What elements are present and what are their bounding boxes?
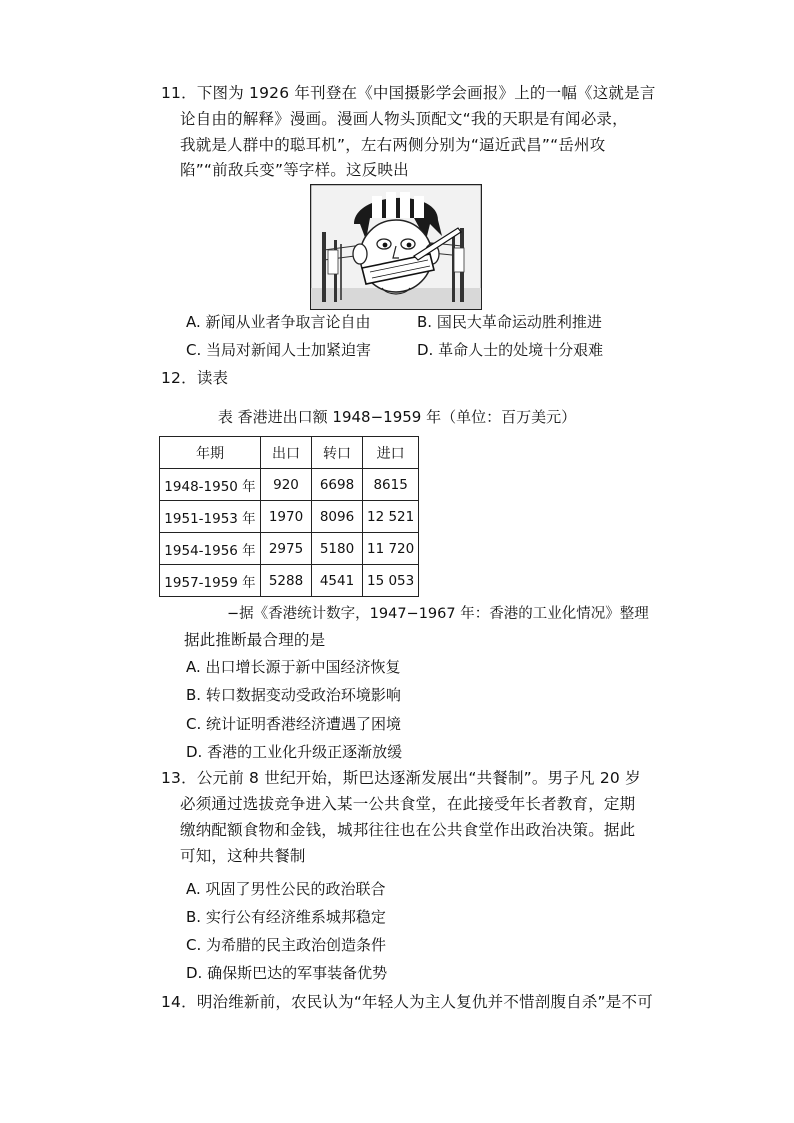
table-cell: 920 [261,469,312,501]
table-cell: 5180 [312,533,363,565]
table-cell: 2975 [261,533,312,565]
q12-option-c[interactable]: C. 统计证明香港经济遭遇了困境 [186,715,402,733]
q12-option-d[interactable]: D. 香港的工业化升级正逐渐放缓 [186,743,403,761]
table-cell: 5288 [261,565,312,597]
q13-line-4: 可知，这种共餐制 [180,847,306,865]
table-cell: 4541 [312,565,363,597]
table-header: 转口 [312,437,363,469]
table-cell: 1970 [261,501,312,533]
q12-line-1: 12．读表 [161,369,229,387]
table-title: 表 香港进出口额 1948−1959 年（单位：百万美元） [217,408,577,426]
table-header-row [160,437,419,469]
table-cell: 1948-1950 年 [160,469,261,501]
q13-number: 13． [161,769,197,787]
q11-option-a[interactable]: A. 新闻从业者争取言论自由 [186,313,371,331]
table-cell: 8096 [312,501,363,533]
q11-number: 11． [161,84,197,102]
table-cell: 8615 [363,469,419,501]
table-row [160,565,419,597]
table-header: 出口 [261,437,312,469]
table-row [160,501,419,533]
q14-line-1: 14．明治维新前，农民认为“年轻人为主人复仇并不惜剖腹自杀”是不可 [161,993,653,1011]
q13-option-d[interactable]: D. 确保斯巴达的军事装备优势 [186,964,388,982]
q11-option-c[interactable]: C. 当局对新闻人士加紧迫害 [186,341,372,359]
hk-trade-table [159,436,419,597]
table-row [160,469,419,501]
q11-option-d[interactable]: D. 革命人士的处境十分艰难 [417,341,604,359]
newspaper-cartoon-figure-icon [310,184,482,310]
table-cell: 1954-1956 年 [160,533,261,565]
q14-number: 14． [161,993,197,1011]
table-row [160,533,419,565]
table-cell: 6698 [312,469,363,501]
q11-line-4: 陷”“前敌兵变”等字样。这反映出 [180,161,409,179]
table-header: 年期 [160,437,261,469]
table-cell: 1951-1953 年 [160,501,261,533]
table-header: 进口 [363,437,419,469]
q11-option-b[interactable]: B. 国民大革命运动胜利推进 [417,313,602,331]
table-source: −据《香港统计数字，1947−1967 年：香港的工业化情况》整理 [227,606,649,622]
q12-number: 12． [161,369,197,387]
q13-line-1: 13．公元前 8 世纪开始，斯巴达逐渐发展出“共餐制”。男子凡 20 岁 [161,769,641,787]
q11-line-2: 论自由的解释》漫画。漫画人物头顶配文“我的天职是有闻必录， [180,110,628,128]
q11-line-3: 我就是人群中的聪耳机”，左右两侧分别为“逼近武昌”“岳州攻 [180,136,606,154]
q13-option-a[interactable]: A. 巩固了男性公民的政治联合 [186,880,386,898]
table-cell: 11 720 [363,533,419,565]
q13-line-3: 缴纳配额食物和金钱，城邦往往也在公共食堂作出政治决策。据此 [180,821,636,839]
q12-option-a[interactable]: A. 出口增长源于新中国经济恢复 [186,658,401,676]
q12-prompt: 据此推断最合理的是 [184,631,326,649]
q11-line-1: 11．下图为 1926 年刊登在《中国摄影学会画报》上的一幅《这就是言 [161,84,656,102]
table-cell: 12 521 [363,501,419,533]
q13-option-b[interactable]: B. 实行公有经济维系城邦稳定 [186,908,386,926]
table-cell: 15 053 [363,565,419,597]
table-cell: 1957-1959 年 [160,565,261,597]
q13-line-2: 必须通过选拔竞争进入某一公共食堂，在此接受年长者教育，定期 [180,795,636,813]
q13-option-c[interactable]: C. 为希腊的民主政治创造条件 [186,936,387,954]
q12-option-b[interactable]: B. 转口数据变动受政治环境影响 [186,686,401,704]
